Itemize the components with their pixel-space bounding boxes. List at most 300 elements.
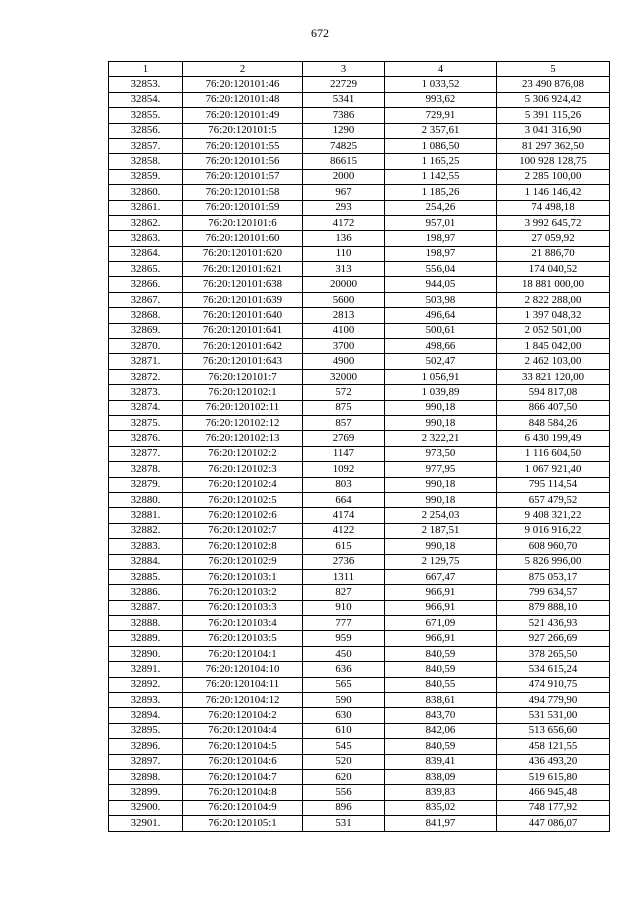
cadastral-number-cell: 76:20:120102:4 — [183, 477, 303, 492]
table-row — [109, 723, 610, 738]
row-number-cell: 32882. — [109, 523, 183, 538]
cadastral-number-cell: 76:20:120102:11 — [183, 400, 303, 415]
cadastral-number-cell: 76:20:120104:1 — [183, 646, 303, 661]
value-cell: 927 266,69 — [497, 631, 610, 646]
table-row — [109, 477, 610, 492]
rate-cell: 839,83 — [385, 785, 497, 800]
table-row — [109, 92, 610, 107]
table-row — [109, 508, 610, 523]
cadastral-number-cell: 76:20:120102:8 — [183, 539, 303, 554]
rate-cell: 198,97 — [385, 246, 497, 261]
row-number-cell: 32883. — [109, 539, 183, 554]
rate-cell: 973,50 — [385, 446, 497, 461]
area-cell: 777 — [303, 616, 385, 631]
cadastral-number-cell: 76:20:120101:6 — [183, 215, 303, 230]
cadastral-number-cell: 76:20:120101:60 — [183, 231, 303, 246]
value-cell: 519 615,80 — [497, 769, 610, 784]
cadastral-number-cell: 76:20:120101:48 — [183, 92, 303, 107]
rate-cell: 671,09 — [385, 616, 497, 631]
value-cell: 27 059,92 — [497, 231, 610, 246]
table-row — [109, 616, 610, 631]
area-cell: 520 — [303, 754, 385, 769]
value-cell: 594 817,08 — [497, 385, 610, 400]
rate-cell: 254,26 — [385, 200, 497, 215]
cadastral-number-cell: 76:20:120102:1 — [183, 385, 303, 400]
row-number-cell: 32898. — [109, 769, 183, 784]
area-cell: 313 — [303, 262, 385, 277]
rate-cell: 2 187,51 — [385, 523, 497, 538]
rate-cell: 835,02 — [385, 800, 497, 815]
table-row — [109, 754, 610, 769]
value-cell: 18 881 000,00 — [497, 277, 610, 292]
rate-cell: 498,66 — [385, 339, 497, 354]
table-row — [109, 585, 610, 600]
rate-cell: 840,59 — [385, 739, 497, 754]
row-number-cell: 32864. — [109, 246, 183, 261]
area-cell: 20000 — [303, 277, 385, 292]
rate-cell: 842,06 — [385, 723, 497, 738]
cadastral-number-cell: 76:20:120101:5 — [183, 123, 303, 138]
value-cell: 6 430 199,49 — [497, 431, 610, 446]
cadastral-number-cell: 76:20:120104:5 — [183, 739, 303, 754]
area-cell: 556 — [303, 785, 385, 800]
cadastral-number-cell: 76:20:120101:639 — [183, 292, 303, 307]
value-cell: 447 086,07 — [497, 816, 610, 831]
area-cell: 7386 — [303, 108, 385, 123]
area-cell: 22729 — [303, 77, 385, 92]
column-header: 3 — [303, 62, 385, 77]
table-row — [109, 400, 610, 415]
table-row — [109, 185, 610, 200]
row-number-cell: 32868. — [109, 308, 183, 323]
row-number-cell: 32895. — [109, 723, 183, 738]
row-number-cell: 32862. — [109, 215, 183, 230]
row-number-cell: 32890. — [109, 646, 183, 661]
area-cell: 1147 — [303, 446, 385, 461]
rate-cell: 1 142,55 — [385, 169, 497, 184]
area-cell: 630 — [303, 708, 385, 723]
row-number-cell: 32896. — [109, 739, 183, 754]
area-cell: 293 — [303, 200, 385, 215]
row-number-cell: 32899. — [109, 785, 183, 800]
value-cell: 3 992 645,72 — [497, 215, 610, 230]
table-row — [109, 154, 610, 169]
rate-cell: 977,95 — [385, 462, 497, 477]
table-row — [109, 415, 610, 430]
row-number-cell: 32876. — [109, 431, 183, 446]
table-row — [109, 739, 610, 754]
rate-cell: 957,01 — [385, 215, 497, 230]
row-number-cell: 32891. — [109, 662, 183, 677]
value-cell: 458 121,55 — [497, 739, 610, 754]
table-row — [109, 523, 610, 538]
row-number-cell: 32855. — [109, 108, 183, 123]
table-row — [109, 600, 610, 615]
column-header: 2 — [183, 62, 303, 77]
row-number-cell: 32871. — [109, 354, 183, 369]
rate-cell: 990,18 — [385, 539, 497, 554]
cadastral-number-cell: 76:20:120101:58 — [183, 185, 303, 200]
area-cell: 531 — [303, 816, 385, 831]
value-cell: 1 116 604,50 — [497, 446, 610, 461]
value-cell: 2 052 501,00 — [497, 323, 610, 338]
row-number-cell: 32870. — [109, 339, 183, 354]
area-cell: 2000 — [303, 169, 385, 184]
value-cell: 81 297 362,50 — [497, 138, 610, 153]
rate-cell: 966,91 — [385, 600, 497, 615]
row-number-cell: 32880. — [109, 492, 183, 507]
cadastral-number-cell: 76:20:120101:56 — [183, 154, 303, 169]
cadastral-number-cell: 76:20:120101:59 — [183, 200, 303, 215]
area-cell: 896 — [303, 800, 385, 815]
value-cell: 531 531,00 — [497, 708, 610, 723]
value-cell: 521 436,93 — [497, 616, 610, 631]
table-row — [109, 431, 610, 446]
area-cell: 4900 — [303, 354, 385, 369]
table-row — [109, 769, 610, 784]
row-number-cell: 32866. — [109, 277, 183, 292]
area-cell: 664 — [303, 492, 385, 507]
area-cell: 875 — [303, 400, 385, 415]
column-header: 5 — [497, 62, 610, 77]
cadastral-number-cell: 76:20:120105:1 — [183, 816, 303, 831]
row-number-cell: 32897. — [109, 754, 183, 769]
cadastral-number-cell: 76:20:120101:621 — [183, 262, 303, 277]
table-row — [109, 554, 610, 569]
row-number-cell: 32881. — [109, 508, 183, 523]
area-cell: 565 — [303, 677, 385, 692]
table-row — [109, 677, 610, 692]
value-cell: 1 845 042,00 — [497, 339, 610, 354]
value-cell: 494 779,90 — [497, 693, 610, 708]
table-row — [109, 369, 610, 384]
cadastral-number-cell: 76:20:120101:642 — [183, 339, 303, 354]
rate-cell: 503,98 — [385, 292, 497, 307]
value-cell: 848 584,26 — [497, 415, 610, 430]
cadastral-number-cell: 76:20:120103:4 — [183, 616, 303, 631]
table-row — [109, 693, 610, 708]
area-cell: 4172 — [303, 215, 385, 230]
table-row — [109, 646, 610, 661]
area-cell: 4100 — [303, 323, 385, 338]
rate-cell: 198,97 — [385, 231, 497, 246]
area-cell: 590 — [303, 693, 385, 708]
area-cell: 620 — [303, 769, 385, 784]
cadastral-number-cell: 76:20:120104:6 — [183, 754, 303, 769]
rate-cell: 966,91 — [385, 631, 497, 646]
value-cell: 799 634,57 — [497, 585, 610, 600]
cadastral-number-cell: 76:20:120102:7 — [183, 523, 303, 538]
area-cell: 967 — [303, 185, 385, 200]
rate-cell: 840,55 — [385, 677, 497, 692]
value-cell: 21 886,70 — [497, 246, 610, 261]
area-cell: 3700 — [303, 339, 385, 354]
cadastral-number-cell: 76:20:120104:12 — [183, 693, 303, 708]
data-table — [108, 61, 610, 832]
area-cell: 2736 — [303, 554, 385, 569]
area-cell: 803 — [303, 477, 385, 492]
table-row — [109, 77, 610, 92]
table-row — [109, 215, 610, 230]
cadastral-number-cell: 76:20:120102:6 — [183, 508, 303, 523]
value-cell: 3 041 316,90 — [497, 123, 610, 138]
table-row — [109, 262, 610, 277]
area-cell: 572 — [303, 385, 385, 400]
row-number-cell: 32893. — [109, 693, 183, 708]
rate-cell: 990,18 — [385, 492, 497, 507]
row-number-cell: 32884. — [109, 554, 183, 569]
cadastral-number-cell: 76:20:120104:11 — [183, 677, 303, 692]
area-cell: 5600 — [303, 292, 385, 307]
table-row — [109, 292, 610, 307]
rate-cell: 1 185,26 — [385, 185, 497, 200]
cadastral-number-cell: 76:20:120104:8 — [183, 785, 303, 800]
row-number-cell: 32857. — [109, 138, 183, 153]
cadastral-number-cell: 76:20:120101:643 — [183, 354, 303, 369]
cadastral-number-cell: 76:20:120102:2 — [183, 446, 303, 461]
area-cell: 2769 — [303, 431, 385, 446]
row-number-cell: 32854. — [109, 92, 183, 107]
cadastral-number-cell: 76:20:120104:4 — [183, 723, 303, 738]
rate-cell: 840,59 — [385, 662, 497, 677]
rate-cell: 2 129,75 — [385, 554, 497, 569]
cadastral-number-cell: 76:20:120104:9 — [183, 800, 303, 815]
value-cell: 2 285 100,00 — [497, 169, 610, 184]
row-number-cell: 32885. — [109, 569, 183, 584]
table-row — [109, 246, 610, 261]
table-row — [109, 446, 610, 461]
area-cell: 5341 — [303, 92, 385, 107]
table-row — [109, 539, 610, 554]
row-number-cell: 32892. — [109, 677, 183, 692]
value-cell: 2 462 103,00 — [497, 354, 610, 369]
area-cell: 74825 — [303, 138, 385, 153]
rate-cell: 990,18 — [385, 415, 497, 430]
table-row — [109, 231, 610, 246]
row-number-cell: 32860. — [109, 185, 183, 200]
row-number-cell: 32879. — [109, 477, 183, 492]
table-body — [109, 62, 610, 832]
rate-cell: 1 056,91 — [385, 369, 497, 384]
cadastral-number-cell: 76:20:120104:10 — [183, 662, 303, 677]
value-cell: 5 391 115,26 — [497, 108, 610, 123]
row-number-cell: 32872. — [109, 369, 183, 384]
value-cell: 9 408 321,22 — [497, 508, 610, 523]
rate-cell: 1 033,52 — [385, 77, 497, 92]
rate-cell: 993,62 — [385, 92, 497, 107]
cadastral-number-cell: 76:20:120103:3 — [183, 600, 303, 615]
table-row — [109, 708, 610, 723]
table-row — [109, 200, 610, 215]
table-row — [109, 277, 610, 292]
rate-cell: 838,09 — [385, 769, 497, 784]
area-cell: 615 — [303, 539, 385, 554]
row-number-cell: 32859. — [109, 169, 183, 184]
cadastral-number-cell: 76:20:120101:57 — [183, 169, 303, 184]
rate-cell: 667,47 — [385, 569, 497, 584]
table-row — [109, 354, 610, 369]
table-row — [109, 385, 610, 400]
table-row — [109, 800, 610, 815]
row-number-cell: 32888. — [109, 616, 183, 631]
row-number-cell: 32901. — [109, 816, 183, 831]
row-number-cell: 32900. — [109, 800, 183, 815]
value-cell: 748 177,92 — [497, 800, 610, 815]
area-cell: 32000 — [303, 369, 385, 384]
row-number-cell: 32875. — [109, 415, 183, 430]
row-number-cell: 32856. — [109, 123, 183, 138]
value-cell: 513 656,60 — [497, 723, 610, 738]
value-cell: 74 498,18 — [497, 200, 610, 215]
row-number-cell: 32887. — [109, 600, 183, 615]
cadastral-number-cell: 76:20:120103:2 — [183, 585, 303, 600]
cadastral-number-cell: 76:20:120101:49 — [183, 108, 303, 123]
cadastral-number-cell: 76:20:120102:3 — [183, 462, 303, 477]
row-number-cell: 32889. — [109, 631, 183, 646]
row-number-cell: 32886. — [109, 585, 183, 600]
value-cell: 33 821 120,00 — [497, 369, 610, 384]
cadastral-number-cell: 76:20:120102:9 — [183, 554, 303, 569]
value-cell: 534 615,24 — [497, 662, 610, 677]
table-row — [109, 569, 610, 584]
rate-cell: 496,64 — [385, 308, 497, 323]
row-number-cell: 32853. — [109, 77, 183, 92]
rate-cell: 2 322,21 — [385, 431, 497, 446]
row-number-cell: 32869. — [109, 323, 183, 338]
cadastral-number-cell: 76:20:120101:55 — [183, 138, 303, 153]
row-number-cell: 32878. — [109, 462, 183, 477]
row-number-cell: 32877. — [109, 446, 183, 461]
table-header-row — [109, 62, 610, 77]
value-cell: 100 928 128,75 — [497, 154, 610, 169]
table-row — [109, 492, 610, 507]
cadastral-number-cell: 76:20:120101:620 — [183, 246, 303, 261]
area-cell: 2813 — [303, 308, 385, 323]
value-cell: 1 397 048,32 — [497, 308, 610, 323]
value-cell: 875 053,17 — [497, 569, 610, 584]
cadastral-number-cell: 76:20:120104:2 — [183, 708, 303, 723]
rate-cell: 2 357,61 — [385, 123, 497, 138]
cadastral-number-cell: 76:20:120103:1 — [183, 569, 303, 584]
rate-cell: 843,70 — [385, 708, 497, 723]
rate-cell: 1 165,25 — [385, 154, 497, 169]
table-row — [109, 138, 610, 153]
value-cell: 436 493,20 — [497, 754, 610, 769]
area-cell: 1290 — [303, 123, 385, 138]
area-cell: 86615 — [303, 154, 385, 169]
value-cell: 1 067 921,40 — [497, 462, 610, 477]
table-row — [109, 308, 610, 323]
table-row — [109, 339, 610, 354]
area-cell: 136 — [303, 231, 385, 246]
area-cell: 4174 — [303, 508, 385, 523]
rate-cell: 966,91 — [385, 585, 497, 600]
table-row — [109, 816, 610, 831]
area-cell: 636 — [303, 662, 385, 677]
table-row — [109, 631, 610, 646]
value-cell: 474 910,75 — [497, 677, 610, 692]
area-cell: 857 — [303, 415, 385, 430]
table-row — [109, 462, 610, 477]
row-number-cell: 32873. — [109, 385, 183, 400]
row-number-cell: 32863. — [109, 231, 183, 246]
cadastral-number-cell: 76:20:120102:13 — [183, 431, 303, 446]
value-cell: 174 040,52 — [497, 262, 610, 277]
column-header: 1 — [109, 62, 183, 77]
rate-cell: 502,47 — [385, 354, 497, 369]
rate-cell: 2 254,03 — [385, 508, 497, 523]
cadastral-number-cell: 76:20:120101:46 — [183, 77, 303, 92]
table-row — [109, 123, 610, 138]
value-cell: 2 822 288,00 — [497, 292, 610, 307]
row-number-cell: 32865. — [109, 262, 183, 277]
value-cell: 9 016 916,22 — [497, 523, 610, 538]
area-cell: 110 — [303, 246, 385, 261]
area-cell: 959 — [303, 631, 385, 646]
cadastral-number-cell: 76:20:120101:641 — [183, 323, 303, 338]
rate-cell: 556,04 — [385, 262, 497, 277]
rate-cell: 1 039,89 — [385, 385, 497, 400]
rate-cell: 841,97 — [385, 816, 497, 831]
cadastral-number-cell: 76:20:120102:5 — [183, 492, 303, 507]
table-row — [109, 662, 610, 677]
area-cell: 1092 — [303, 462, 385, 477]
area-cell: 4122 — [303, 523, 385, 538]
value-cell: 5 306 924,42 — [497, 92, 610, 107]
area-cell: 1311 — [303, 569, 385, 584]
area-cell: 545 — [303, 739, 385, 754]
rate-cell: 840,59 — [385, 646, 497, 661]
table-row — [109, 323, 610, 338]
table-row — [109, 169, 610, 184]
value-cell: 795 114,54 — [497, 477, 610, 492]
cadastral-number-cell: 76:20:120104:7 — [183, 769, 303, 784]
rate-cell: 729,91 — [385, 108, 497, 123]
rate-cell: 500,61 — [385, 323, 497, 338]
value-cell: 608 960,70 — [497, 539, 610, 554]
area-cell: 450 — [303, 646, 385, 661]
rate-cell: 1 086,50 — [385, 138, 497, 153]
rate-cell: 839,41 — [385, 754, 497, 769]
value-cell: 23 490 876,08 — [497, 77, 610, 92]
row-number-cell: 32861. — [109, 200, 183, 215]
area-cell: 827 — [303, 585, 385, 600]
page-number: 672 — [311, 26, 329, 40]
value-cell: 1 146 146,42 — [497, 185, 610, 200]
value-cell: 879 888,10 — [497, 600, 610, 615]
area-cell: 910 — [303, 600, 385, 615]
table-row — [109, 785, 610, 800]
table-row — [109, 108, 610, 123]
value-cell: 378 265,50 — [497, 646, 610, 661]
cadastral-number-cell: 76:20:120101:640 — [183, 308, 303, 323]
area-cell: 610 — [303, 723, 385, 738]
row-number-cell: 32894. — [109, 708, 183, 723]
value-cell: 866 407,50 — [497, 400, 610, 415]
rate-cell: 990,18 — [385, 477, 497, 492]
value-cell: 657 479,52 — [497, 492, 610, 507]
rate-cell: 990,18 — [385, 400, 497, 415]
row-number-cell: 32874. — [109, 400, 183, 415]
cadastral-number-cell: 76:20:120102:12 — [183, 415, 303, 430]
cadastral-number-cell: 76:20:120101:7 — [183, 369, 303, 384]
column-header: 4 — [385, 62, 497, 77]
rate-cell: 944,05 — [385, 277, 497, 292]
row-number-cell: 32858. — [109, 154, 183, 169]
cadastral-number-cell: 76:20:120103:5 — [183, 631, 303, 646]
value-cell: 466 945,48 — [497, 785, 610, 800]
value-cell: 5 826 996,00 — [497, 554, 610, 569]
